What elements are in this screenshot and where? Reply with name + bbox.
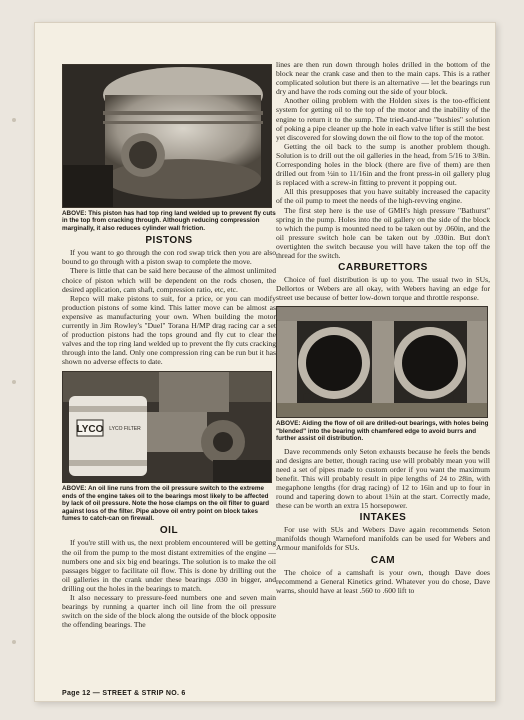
binder-hole [12, 380, 16, 384]
right-column [276, 22, 490, 595]
oil-filter-caption: ABOVE: An oil line runs from the oil pressure switch to the extreme ends of the engine takes oil to the bearings most likely to be affected by lack of oil pressure. Note the hose clamps on the oil filter to guard against loss of the filter. Pipe above oil entry point on block takes fumes to catch-can on firewall. [62, 485, 270, 523]
engine-block-image [277, 307, 487, 417]
piston-image [63, 65, 271, 207]
paragraph: For use with SUs and Webers Dave again recommends Seton manifolds though Warneford manifolds can be used for Webers and Armour manifolds for SUs. [276, 525, 490, 553]
paragraph: Repco will make pistons to suit, for a price, or you can modify production pistons of some kind. This latter move can be almost as expensive as manufacturing your own. When building the motor currently in Jim Rowley's "Duel" Torana H/MP drag racing car a set of production pistons had the tops ground and fly cut to clear the valves and the top ring land welded up to prevent the fly cuts cracking through into the land. Only one compression ring can be run but it has shown no adverse effects to date. [62, 293, 276, 367]
intakes-heading: INTAKES [359, 512, 407, 524]
magazine-page [34, 22, 496, 702]
binder-hole [12, 118, 16, 122]
paragraph: It also necessary to pressure-feed numbers one and seven main bearings by running a quarter inch oil line from the oil pressure switch on the side of the block along the outside of the block opposite the offending bearings. The [62, 593, 276, 630]
paragraph: If you want to go through the con rod swap trick then you are also bound to go through with a piston swap to complete the move. [62, 248, 276, 267]
paragraph: There is little that can be said here because of the almost unlimited choice of piston which will be dependent on the rods chosen, the desired application, cam shaft, compression ratio, etc, etc. [62, 266, 276, 294]
piston-caption: ABOVE: This piston has had top ring land welded up to prevent fly cuts in the top from cracking through. Although reducing compression marginally, it also reduces cylinder wall friction. [62, 210, 276, 232]
paragraph: lines are then run down through holes drilled in the bottom of the block near the crank case and then to the main caps. This is a rather complicated solution but there is an alternative — let the bearings run dry and have the rods coming out the side of your block. [276, 60, 490, 97]
paragraph: Dave recommends only Seton exhausts because he feels the bends and designs are better, though racing use will probably mean you will need a set of pipes made to custom order if you want the maximum benefit. This will probably result in pipe lengths of 24 to 28in, with megaphone lengths (for drag racing) of 12 to 16in and up to four in round and tapering down to about 1¾in at the start. Correctly made, these can be worth an extra 15 horsepower. [276, 446, 490, 511]
block-caption: ABOVE: Aiding the flow of oil are drilled-out bearings, with holes being "blended" into the bearing with chamfered edge to avoid burrs and further assist oil distribution. [276, 420, 489, 443]
page-footer: Page 12 — STREET & STRIP NO. 6 [62, 690, 186, 697]
piston-photo [62, 64, 272, 208]
paragraph: All this presupposes that you have suitably increased the capacity of the oil pump to meet the needs of the high-revving engine. [276, 187, 490, 206]
filter-brand-label-2: LYCO FILTER [109, 426, 141, 433]
oil-filter-image [63, 372, 271, 482]
paragraph: Another oiling problem with the Holden sixes is the too-efficient system for getting oil to the top of the motor and the inability of the engine to return it to the sump. The tried-and-true "bushies" solution of poking a pipe cleaner up the hole in each valve lifter is still the best yet discovered for slowing down the oil flow to the top of the motor. [276, 96, 490, 142]
paragraph: Getting the oil back to the sump is another problem though. Solution is to drill out the oil galleries in the head, from 5/16 to 3/8in. Corresponding holes in the block (there are five of them) are then drilled out from ½in to 11/16in and the front press-in oil gallery plug is replaced with a screw-in fitting to prevent it popping out. [276, 141, 490, 188]
paragraph: The first step here is the use of GMH's high pressure "Bathurst" spring in the pump. Holes into the oil gallery on the side of the block to which the pump is mounted need to be taken out by .060in, and the oil pressure switch hole can be taken out by .030in. But don't overtighten the switch because you will have taken the top off the thread for the switch. [276, 205, 490, 260]
left-column [62, 22, 276, 629]
carburettors-heading: CARBURETTORS [338, 262, 428, 274]
binder-hole [12, 640, 16, 644]
paragraph: The choice of a camshaft is your own, though Dave does recommend a General Kinetics grind. Whatever you do chose, Dave warns, should have at least .560 to .600 lift to [276, 567, 490, 595]
filter-brand-label: LYCO [76, 424, 104, 436]
block-photo [276, 306, 488, 418]
pistons-heading: PISTONS [145, 235, 193, 247]
paragraph: If you're still with us, the next problem encountered will be getting the oil from the pump to the most distant extremities of the engine — numbers one and six big end bearings. The solution is to make the oil passages bigger to facilitate oil flow. This is done by drilling out the oil galleries in the crank under these bearings .030 in bigger, and drilling out the holes in the bearings to match. [62, 538, 276, 593]
paragraph: Choice of fuel distribution is up to you. The usual two in SUs, Dellortos or Webers are all okay, with Webers having an edge for street use because of better low-down torque and throttle response. [276, 275, 490, 303]
oil-heading: OIL [159, 525, 179, 537]
oil-filter-photo [62, 371, 272, 483]
cam-heading: CAM [370, 554, 396, 566]
